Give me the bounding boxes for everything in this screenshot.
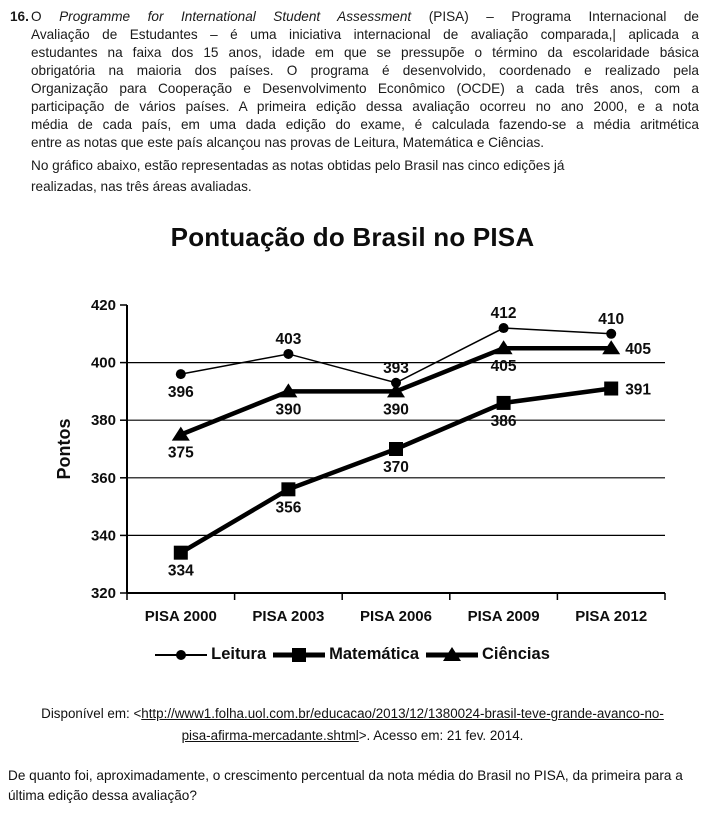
question-paragraph xyxy=(31,8,699,197)
x-tick-label: PISA 2009 xyxy=(467,608,540,625)
data-label: 390 xyxy=(383,401,409,419)
data-label: 375 xyxy=(167,444,194,462)
data-label: 396 xyxy=(167,384,194,402)
square-marker-icon xyxy=(389,442,403,456)
chart-title: Pontuação do Brasil no PISA xyxy=(170,222,535,252)
legend-label: Leitura xyxy=(211,645,267,663)
square-marker-icon xyxy=(604,382,618,396)
question-prompt: De quanto foi, aproximadamente, o crescimento percentual da nota média do Brasil no PISA, da primeira para a última edição dessa avaliação? xyxy=(8,768,683,803)
circle-marker-icon xyxy=(499,323,509,333)
y-tick-label: 360 xyxy=(90,469,116,487)
paragraph-line: participação de vários países. A primeira edição dessa avaliação ocorreu no ano 2000, e a nota xyxy=(31,99,699,114)
square-marker-icon xyxy=(174,546,188,560)
data-label: 405 xyxy=(490,358,517,376)
data-label: 386 xyxy=(490,412,517,430)
source-suffix: >. Acesso em: 21 fev. 2014. xyxy=(358,728,524,743)
data-label: 370 xyxy=(383,459,409,476)
paragraph-line: estudantes na faixa dos 15 anos, idade em que se pressupõe o término da escolaridade básica xyxy=(31,45,699,60)
legend-item-ciências xyxy=(426,645,550,664)
note-line: No gráfico abaixo, estão representadas as notas obtidas pelo Brasil nas cinco edições já xyxy=(31,158,565,173)
source-line xyxy=(0,703,705,725)
data-label: 403 xyxy=(275,330,302,348)
paragraph-line: Avaliação de Estudantes – é uma iniciativa internacional de avaliação comparada,| aplicada a xyxy=(31,27,699,42)
paragraph-line: obrigatória na maioria dos países. O programa é desenvolvido, coordenado e realizado pela xyxy=(31,63,699,78)
x-tick-label: PISA 2006 xyxy=(360,608,432,625)
source-citation xyxy=(0,703,705,747)
source-prefix: Disponível em: < xyxy=(41,706,142,721)
y-tick-label: 340 xyxy=(90,527,116,545)
data-label: 412 xyxy=(490,305,517,323)
intro-suffix: (PISA) – Programa Internacional de xyxy=(411,9,699,24)
source-line xyxy=(0,725,705,747)
data-label: 410 xyxy=(598,310,625,328)
square-marker-icon xyxy=(281,482,295,496)
legend-item-leitura xyxy=(155,645,266,664)
y-tick-label: 400 xyxy=(90,354,116,372)
y-axis-title: Pontos xyxy=(54,418,74,480)
triangle-legend-marker-icon xyxy=(426,646,478,664)
circle-legend-marker-icon xyxy=(155,646,207,664)
x-tick-label: PISA 2012 xyxy=(575,608,648,625)
square-marker-icon xyxy=(497,396,511,410)
legend-label: Ciências xyxy=(482,645,550,663)
paragraph-line: Organização para Cooperação e Desenvolvimento Econômico (OCDE) a cada três anos, com a xyxy=(31,81,699,96)
data-label: 405 xyxy=(625,341,652,359)
data-label: 334 xyxy=(167,562,194,580)
paragraph-line xyxy=(31,8,699,26)
circle-marker-icon xyxy=(606,329,616,339)
paragraph-line: entre as notas que este país alcançou nas provas de Leitura, Matemática e Ciências. xyxy=(31,135,545,150)
y-tick-label: 380 xyxy=(90,412,116,430)
source-link[interactable]: http://www1.folha.uol.com.br/educacao/2013/12/1380024-brasil-teve-grande-avanco-no- xyxy=(141,706,664,721)
data-label: 391 xyxy=(625,381,652,399)
x-tick-label: PISA 2000 xyxy=(144,608,217,625)
chart-legend xyxy=(0,645,705,664)
data-label: 356 xyxy=(275,499,302,517)
data-label: 393 xyxy=(383,359,409,377)
note-line: realizadas, nas três áreas avaliadas. xyxy=(31,179,252,194)
circle-marker-icon xyxy=(283,349,293,359)
legend-label: Matemática xyxy=(329,645,419,663)
source-link[interactable]: pisa-afirma-mercadante.shtml xyxy=(181,728,359,743)
y-tick-label: 420 xyxy=(90,297,116,314)
square-legend-marker-icon xyxy=(273,646,325,664)
question-number: 16. xyxy=(10,9,29,24)
program-name-italic: Programme for International Student Assessment xyxy=(59,9,412,24)
legend-item-matemática xyxy=(273,645,419,664)
intro-prefix: O xyxy=(31,9,60,24)
paragraph-line: média de cada país, em uma dada edição do exame, é calculada fazendo-se a média aritmética xyxy=(31,117,699,132)
pisa-line-chart xyxy=(50,288,705,640)
x-tick-label: PISA 2003 xyxy=(252,608,325,625)
y-tick-label: 320 xyxy=(90,585,116,602)
circle-marker-icon xyxy=(176,369,186,379)
data-label: 390 xyxy=(275,401,302,419)
